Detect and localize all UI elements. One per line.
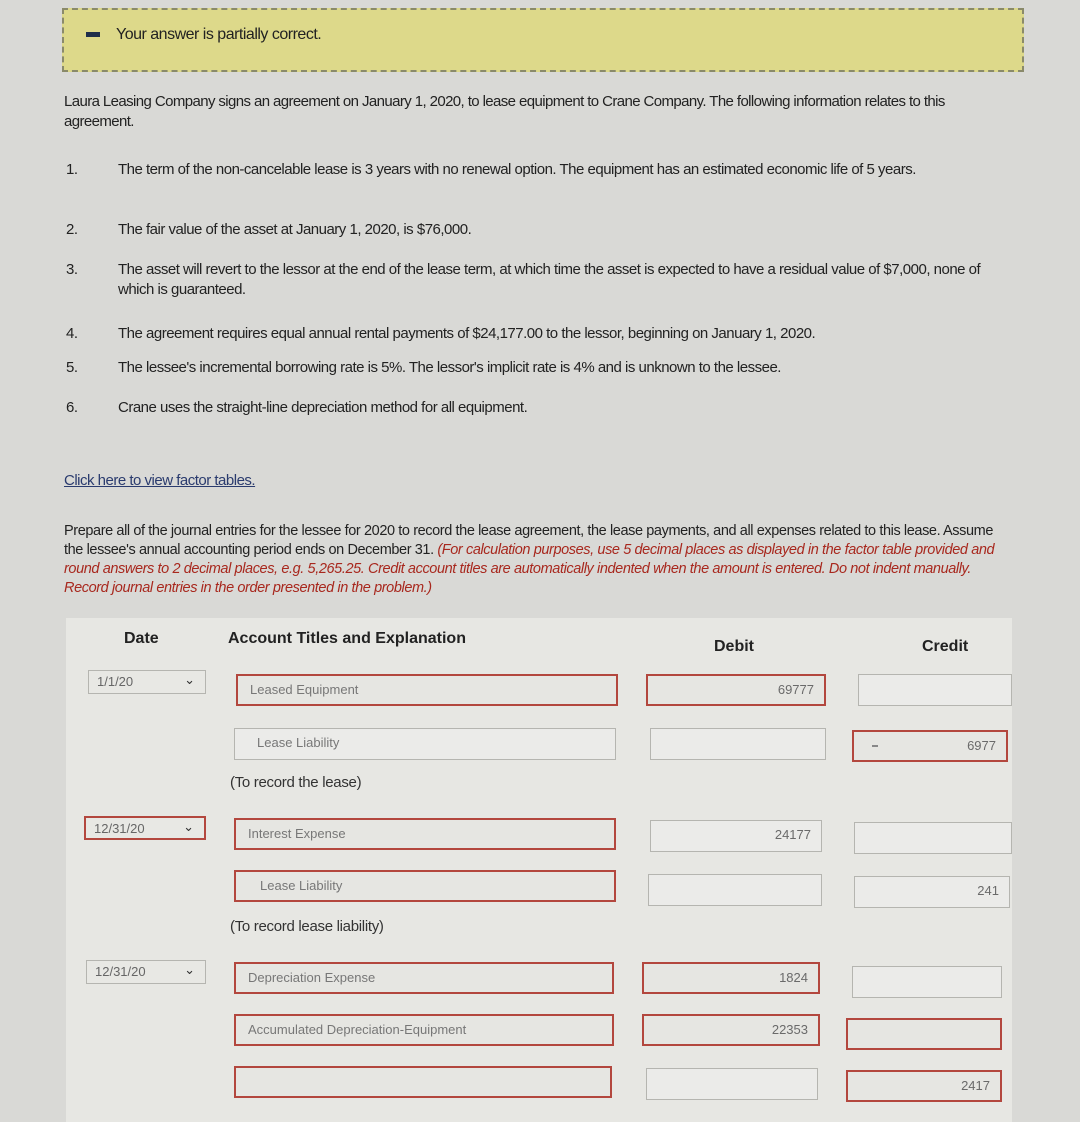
journal-entry-table <box>66 618 1012 1122</box>
date-select[interactable] <box>84 816 206 840</box>
credit-input[interactable] <box>854 822 1012 854</box>
entry-note: (To record the lease) <box>230 774 362 791</box>
credit-input[interactable] <box>846 1018 1002 1050</box>
fact-text: The agreement requires equal annual rental payments of $24,177.00 to the lessor, beginning on January 1, 2020. <box>118 325 816 342</box>
fact-number: 2. <box>66 221 78 238</box>
problem-intro: Laura Leasing Company signs an agreement on January 1, 2020, to lease equipment to Crane Company. The following information relates to this agreement. <box>64 93 945 130</box>
fact-text: Crane uses the straight-line depreciation method for all equipment. <box>118 399 528 416</box>
fact-text: The lessee's incremental borrowing rate is 5%. The lessor's implicit rate is 4% and is unknown to the lessee. <box>118 359 781 376</box>
status-message: Your answer is partially correct. <box>116 26 322 43</box>
credit-input[interactable] <box>858 674 1012 706</box>
chevron-down-icon: ⌄ <box>184 672 195 687</box>
account-input[interactable]: Leased Equipment <box>236 674 618 706</box>
credit-input[interactable]: 2417 <box>846 1070 1002 1102</box>
debit-input[interactable]: 24177 <box>650 820 822 852</box>
header-date: Date <box>124 630 159 647</box>
credit-input[interactable] <box>852 966 1002 998</box>
debit-input[interactable] <box>648 874 822 906</box>
credit-input[interactable]: 6977 <box>852 730 1008 762</box>
debit-input[interactable]: 1824 <box>642 962 820 994</box>
debit-input[interactable]: 22353 <box>642 1014 820 1046</box>
fact-text: The asset will revert to the lessor at the end of the lease term, at which time the asset is expected to have a residual value of $7,000, none of which is guaranteed. <box>118 261 981 298</box>
factor-tables-link[interactable]: Click here to view factor tables. <box>64 472 256 489</box>
instructions-emphasis: (For calculation purposes, use 5 decimal places as displayed in the factor table provided and round answers to 2 decimal places, e.g. 5,265.25. Credit account titles are automatically indented when the amount is entered. Do not indent manually. Record journal entries in the order presented in the problem.) <box>64 542 995 596</box>
fact-text: The term of the non-cancelable lease is 3 years with no renewal option. The equipment has an estimated economic life of 5 years. <box>118 161 916 178</box>
account-input[interactable] <box>234 1066 612 1098</box>
fact-number: 5. <box>66 359 78 376</box>
date-select[interactable] <box>86 960 206 984</box>
entry-note: (To record lease liability) <box>230 918 384 935</box>
date-value: 1/1/20 <box>97 674 134 689</box>
header-account: Account Titles and Explanation <box>228 630 466 647</box>
date-value: 12/31/20 <box>95 964 146 979</box>
account-input[interactable]: Lease Liability <box>234 728 616 760</box>
debit-input[interactable] <box>650 728 826 760</box>
account-input[interactable]: Interest Expense <box>234 818 616 850</box>
partial-dash-icon <box>86 32 100 37</box>
debit-input[interactable]: 69777 <box>646 674 826 706</box>
debit-input[interactable] <box>646 1068 818 1100</box>
instructions-text: Prepare all of the journal entries for the lessee for 2020 to record the lease agreement, the lease payments, and all expenses related to this lease. Assume the lessee's annual accounting period ends on December 31. <box>64 523 994 558</box>
fact-number: 6. <box>66 399 78 416</box>
header-credit: Credit <box>922 638 969 655</box>
indent-marker <box>872 745 878 747</box>
fact-number: 4. <box>66 325 78 342</box>
fact-text: The fair value of the asset at January 1, 2020, is $76,000. <box>118 221 472 238</box>
account-input[interactable]: Depreciation Expense <box>234 962 614 994</box>
header-debit: Debit <box>714 638 754 655</box>
chevron-down-icon: ⌄ <box>184 962 195 977</box>
status-banner <box>62 8 1024 72</box>
chevron-down-icon: ⌄ <box>183 819 194 834</box>
fact-number: 3. <box>66 261 78 278</box>
fact-number: 1. <box>66 161 78 178</box>
credit-input[interactable]: 241 <box>854 876 1010 908</box>
date-select[interactable] <box>88 670 206 694</box>
date-value: 12/31/20 <box>94 821 145 836</box>
account-input[interactable]: Accumulated Depreciation-Equipment <box>234 1014 614 1046</box>
account-input[interactable]: Lease Liability <box>234 870 616 902</box>
instructions <box>64 522 1014 598</box>
